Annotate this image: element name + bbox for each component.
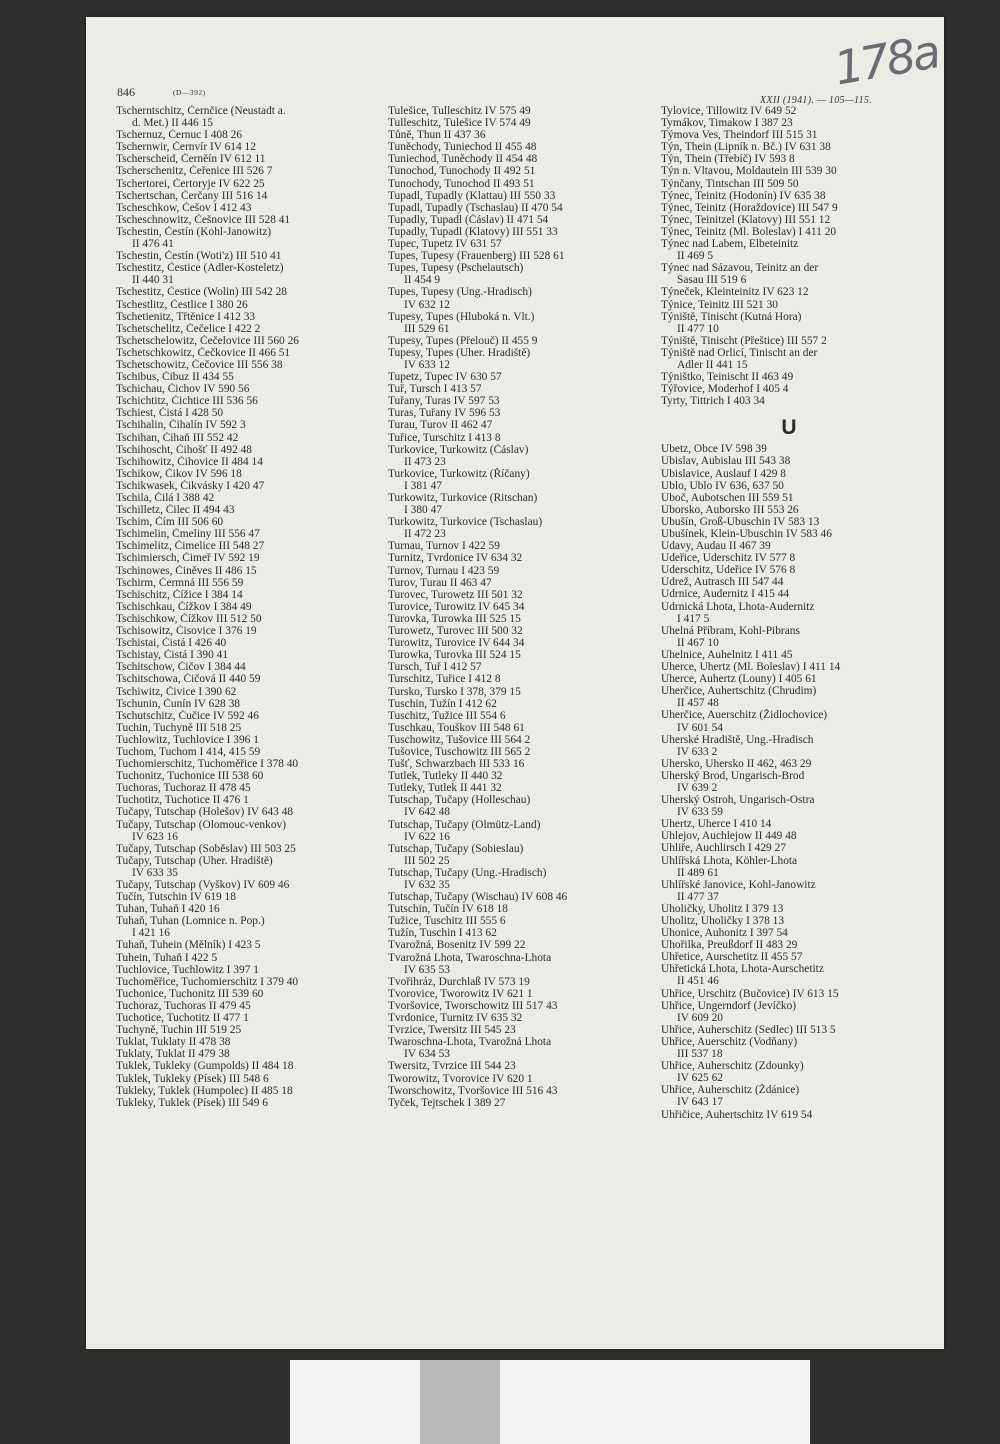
index-entry: Týništko, Teinischt II 463 49 — [661, 371, 794, 384]
index-entry-continuation: IV 632 35 — [404, 879, 450, 891]
index-entry-continuation: d. Met.) II 446 15 — [132, 117, 213, 130]
index-entry: Tschitschowa, Čičová II 440 59 — [116, 673, 261, 686]
index-entry: Tukleky, Tuklek (Humpolec) II 485 18 — [116, 1084, 293, 1097]
index-entry: Tscherschenitz, Čeřenice III 526 7 — [116, 165, 273, 178]
index-entry: Uhersko, Uhersko II 462, 463 29 — [661, 757, 812, 770]
index-entry: Údrež, Autrasch III 547 44 — [661, 576, 784, 589]
index-entry: Tscherscheid, Černěín IV 612 11 — [116, 153, 266, 166]
index-entry: Tschischitz, Čížice I 384 14 — [116, 588, 243, 601]
index-entry: Tschimelitz, Čimelice III 548 27 — [116, 540, 265, 553]
index-entry: Tuchonice, Tuchonitz III 539 60 — [116, 987, 264, 1000]
index-entry: Tschisowitz, Čisovice I 376 19 — [116, 625, 257, 638]
index-entry: Turschitz, Tuřice I 412 8 — [388, 673, 501, 686]
index-entry-continuation: II 467 10 — [677, 636, 719, 649]
index-entry: Týnec, Teinitz (Ml. Boleslav) I 411 20 — [661, 225, 837, 238]
index-entry: Uhřice, Auherschitz (Ždánice) — [661, 1084, 800, 1097]
index-entry: Tschestitz, Čestice (Wolin) III 542 28 — [116, 286, 287, 299]
index-entry: Tuřany, Turas IV 597 53 — [388, 395, 500, 408]
running-head: XXII (1941). — 105—115. — [760, 95, 872, 106]
index-entry-continuation: II 477 10 — [677, 322, 719, 335]
index-entry: Tvarožná, Bosenitz IV 599 22 — [388, 939, 526, 952]
index-entry: Tschimiersch, Čimeř IV 592 19 — [116, 552, 260, 565]
index-entry: Týnec, Teinitzel (Klatovy) III 551 12 — [661, 213, 831, 226]
index-entry: Tschernuz, Černuc I 408 26 — [116, 129, 243, 142]
index-entry: Tvrdonice, Turnitz IV 635 32 — [388, 1012, 523, 1025]
index-entry: Tuschkau, Touškov III 548 61 — [388, 721, 525, 734]
index-entry: Tučapy, Tutschap (Holešov) IV 643 48 — [116, 806, 294, 819]
index-entry: Tymákov, Timakow I 387 23 — [661, 117, 793, 130]
index-entry: Tuhaň, Tuhein (Mělník) I 423 5 — [116, 939, 261, 952]
index-entry: Uherské Hradiště, Ung.-Hradisch — [661, 733, 814, 746]
index-entry: Turau, Turov II 462 47 — [388, 419, 493, 432]
index-entry: Tschila, Čilá I 388 42 — [116, 492, 215, 504]
index-entry-continuation: IV 633 35 — [132, 866, 178, 879]
index-entry: Tvořihráz, Durchlaß IV 573 19 — [388, 975, 530, 988]
index-entry: Tučapy, Tutschap (Soběslav) III 503 25 — [116, 842, 296, 855]
index-entry: Turnitz, Tvrdonice IV 634 32 — [388, 552, 523, 565]
index-entry-continuation: II 440 31 — [132, 274, 174, 287]
index-entry: Ubetz, Obce IV 598 39 — [661, 443, 767, 456]
index-entry: Uherský Ostroh, Ungarisch-Ostra — [661, 794, 815, 807]
scanner-background-strip — [290, 1360, 810, 1444]
index-entry: Turkowitz, Turkovice (Tschaslau) — [388, 516, 543, 529]
index-entry: Tuklek, Tukleky (Gumpolds) II 484 18 — [116, 1060, 294, 1073]
index-entry: Tuschowitz, Tušovice III 564 2 — [388, 733, 531, 746]
scanner-gray-card — [420, 1360, 500, 1444]
index-entry: Tschetschelowitz, Čečelovice III 560 26 — [116, 334, 299, 347]
index-entry: Tužín, Tuschin I 413 62 — [388, 927, 497, 940]
index-entry: Tučapy, Tutschap (Uher. Hradiště) — [116, 854, 273, 867]
index-entry: Tučín, Tutschin IV 619 18 — [116, 891, 236, 904]
index-entry: Turkovice, Turkowitz (Čáslav) — [388, 443, 529, 456]
index-entry-continuation: III 529 61 — [404, 322, 450, 335]
index-entry-continuation: IV 634 53 — [404, 1048, 450, 1061]
index-entry-continuation: II 473 23 — [404, 455, 446, 468]
index-entry: Tuchomierschitz, Tuchoměřice I 378 40 — [116, 758, 299, 771]
index-entry: Tuhan, Tuhaň I 420 16 — [116, 903, 220, 916]
index-entry-continuation: IV 623 16 — [132, 830, 178, 843]
index-entry: Údrnická Lhota, Lhota-Audernitz — [661, 600, 815, 613]
index-entry: Uhlířské Janovice, Kohl-Janowitz — [661, 878, 816, 891]
index-entry: Úherce, Auhertz (Louny) I 405 61 — [661, 673, 817, 686]
index-entry: Tschunin, Čunín IV 628 38 — [116, 697, 240, 710]
index-entry: Uhlířská Lhota, Köhler-Lhota — [661, 854, 798, 867]
index-entry: Tupadly, Tupadl (Klatovy) III 551 33 — [388, 225, 558, 238]
index-entry: Turnov, Turnau I 423 59 — [388, 564, 500, 577]
index-entry: Týnice, Teinitz III 521 30 — [661, 298, 778, 311]
index-entry-continuation: IV 643 17 — [677, 1096, 723, 1109]
index-entry: Tschinowes, Činěves II 486 15 — [116, 564, 257, 577]
index-entry: Úhořilka, Preußdorf II 483 29 — [661, 939, 798, 952]
index-entry: Tscheschkow, Češov I 412 43 — [116, 201, 252, 214]
index-entry: Tuhaň, Tuhan (Lomnice n. Pop.) — [116, 915, 265, 928]
index-entry: Tschestin, Čestín (Kohl-Janowitz) — [116, 225, 272, 238]
index-entry: Turov, Turau II 463 47 — [388, 576, 492, 589]
index-entry: Turowka, Turovka III 524 15 — [388, 649, 521, 662]
index-entry: Úherce, Uhertz (Ml. Boleslav) I 411 14 — [661, 661, 841, 674]
index-entry: Tupesy, Tupes (Hluboká n. Vlt.) — [388, 310, 535, 323]
index-entry: Týn, Thein (Lipník n. Bč.) IV 631 38 — [661, 141, 831, 154]
index-entry: Tupesy, Tupes (Uher. Hradiště) — [388, 346, 531, 359]
index-entry: Tupadl, Tupadly (Klattau) III 550 33 — [388, 189, 556, 202]
index-entry: Tuchlowitz, Tuchlovice I 396 1 — [116, 733, 259, 746]
index-entry: Ubušínek, Klein-Ubuschin IV 583 46 — [661, 528, 832, 540]
index-entry: Tupesy, Tupes (Přelouč) II 455 9 — [388, 334, 538, 347]
index-entry: Tschernwir, Černvír IV 614 12 — [116, 141, 256, 154]
index-entry: Tschetschelitz, Čečelice I 422 2 — [116, 322, 261, 335]
index-entry: Tschestlitz, Čestlice I 380 26 — [116, 298, 248, 311]
index-entry: Tschikwasek, Čikvásky I 420 47 — [116, 479, 265, 492]
index-entry: Úhlejov, Auchlejow II 449 48 — [661, 830, 797, 843]
page-code: (D—392) — [173, 88, 206, 97]
index-entry: Tuklaty, Tuklat II 479 38 — [116, 1048, 230, 1061]
index-entry: Tvorovice, Tworowitz IV 621 1 — [388, 987, 533, 1000]
index-entry: Tůně, Thun II 437 36 — [388, 129, 486, 142]
letter-section-heading: U — [781, 416, 797, 440]
index-entry: Tuniechod, Tuněchody II 454 48 — [388, 153, 538, 166]
index-entry-continuation: II 477 37 — [677, 890, 719, 903]
index-entry-continuation: IV 633 2 — [677, 745, 718, 758]
index-entry: Tscheschnowitz, Češnovice III 528 41 — [116, 213, 291, 226]
index-entry: Úhelnice, Auhelnitz I 411 45 — [661, 648, 793, 661]
index-entry: Tursch, Tuř I 412 57 — [388, 661, 482, 674]
index-entry: Tworschowitz, Tvoršovice III 516 43 — [388, 1084, 558, 1097]
index-entry: Tschim, Čím III 506 60 — [116, 516, 224, 529]
index-entry: Tutschap, Tučapy (Olmütz-Land) — [388, 818, 541, 831]
index-entry: Uholitz, Úholičky I 378 13 — [661, 915, 785, 927]
index-entry: Týnec, Teinitz (Horaždovice) III 547 9 — [661, 201, 838, 214]
index-entry: Turovka, Turowka III 525 15 — [388, 612, 521, 625]
index-entry: Tušť, Schwarzbach III 533 16 — [388, 758, 525, 771]
index-entry: Tschimelin, Čmeliny III 556 47 — [116, 528, 260, 541]
index-entry-continuation: II 451 46 — [677, 975, 719, 988]
index-entry: Turovice, Turowitz IV 645 34 — [388, 600, 525, 613]
index-entry: Tschitschow, Čičov I 384 44 — [116, 661, 246, 674]
index-entry: Tuchotice, Tuchotitz II 477 1 — [116, 1012, 249, 1025]
index-entry-continuation: IV 633 59 — [677, 806, 723, 819]
index-entry: Tschibus, Čibuz II 434 55 — [116, 371, 234, 384]
index-entry: Tulešice, Tulleschitz IV 575 49 — [388, 105, 531, 117]
index-entry: Tutleky, Tutlek II 441 32 — [388, 782, 502, 795]
index-entry-continuation: II 454 9 — [404, 274, 441, 287]
index-entry: Uhřice, Auherschitz (Sedlec) III 513 5 — [661, 1023, 836, 1036]
index-entry: Úbislavice, Auslauf I 429 8 — [661, 467, 786, 480]
index-entry: Turowetz, Turovec III 500 32 — [388, 625, 523, 638]
index-entry: Tuchyně, Tuchin III 519 25 — [116, 1024, 242, 1037]
index-entry: Tvrzice, Twersitz III 545 23 — [388, 1024, 516, 1037]
index-entry-continuation: IV 601 54 — [677, 721, 723, 734]
index-entry: Tukleky, Tuklek (Písek) III 549 6 — [116, 1096, 268, 1109]
index-entry-continuation: IV 635 53 — [404, 963, 450, 976]
index-entry: Tupes, Tupesy (Frauenberg) III 528 61 — [388, 250, 565, 263]
index-entry: Uhřice, Auherschitz (Zdounky) — [661, 1060, 804, 1073]
index-entry: Tupetz, Tupec IV 630 57 — [388, 371, 502, 384]
index-entry-continuation: IV 639 2 — [677, 781, 718, 794]
index-entry: Tschischkow, Čížkov III 512 50 — [116, 612, 262, 625]
index-entry: Úherčice, Auhertschitz (Chrudim) — [661, 685, 817, 698]
index-entry: Týn, Thein (Třebíč) IV 593 8 — [661, 153, 795, 166]
index-entry: Úhonice, Auhonitz I 397 54 — [661, 927, 788, 940]
index-entry: Tupadl, Tupadly (Tschaslau) II 470 54 — [388, 201, 563, 214]
index-entry: Uhertz, Úherce I 410 14 — [661, 818, 772, 831]
index-entry: Tuschin, Tužín I 412 62 — [388, 697, 497, 710]
index-entry: Tuněchody, Tuniechod II 455 48 — [388, 141, 537, 154]
index-entry: Úholičky, Uholitz I 379 13 — [661, 902, 784, 915]
index-entry: Tschiwitz, Čivice I 390 62 — [116, 685, 237, 698]
index-entry: Tušovice, Tuschowitz III 565 2 — [388, 745, 531, 758]
index-entry: Týnec nad Sázavou, Teinitz an der — [661, 262, 819, 275]
index-entry: Twersitz, Tvrzice III 544 23 — [388, 1060, 516, 1073]
index-entry: Tužice, Tuschitz III 555 6 — [388, 915, 506, 928]
index-entry: Tschihalin, Čihalín IV 592 3 — [116, 419, 246, 432]
index-entry: Tscherntschitz, Černčice (Neustadt a. — [116, 105, 286, 117]
index-entry-continuation: IV 642 48 — [404, 806, 450, 819]
index-entry: Uhřice, Urschitz (Bučovice) IV 613 15 — [661, 987, 839, 1000]
index-entry: Uherský Brod, Ungarisch-Brod — [661, 769, 805, 782]
index-entry: Týniště, Tinischt (Přeštice) III 557 2 — [661, 334, 827, 347]
index-entry: Úhřetická Lhota, Lhota-Aurschetitz — [661, 963, 824, 976]
index-entry: Tschihoscht, Čihošť II 492 48 — [116, 443, 253, 456]
index-entry: Týniště, Tinischt (Kutná Hora) — [661, 310, 802, 323]
index-column-1 — [116, 105, 378, 1109]
index-entry: Tuklat, Tuklaty II 478 38 — [116, 1036, 231, 1049]
index-entry: Tuchin, Tuchyně III 518 25 — [116, 721, 242, 734]
index-entry: Uhřice, Auerschitz (Vodňany) — [661, 1035, 798, 1048]
index-entry: Tursko, Tursko I 378, 379 15 — [388, 685, 521, 698]
index-entry: Tuchoraz, Tuchoras II 479 45 — [116, 999, 251, 1012]
index-entry: Tschertschan, Čerčany III 516 14 — [116, 189, 268, 202]
index-entry: Týniště nad Orlicí, Tinischt an der — [661, 346, 818, 359]
index-column-2 — [388, 105, 650, 1109]
index-entry: Uhřičice, Auhertschitz IV 619 54 — [661, 1108, 813, 1121]
index-entry-continuation: I 380 47 — [404, 504, 442, 517]
index-entry: Tschutschitz, Čučice IV 592 46 — [116, 709, 259, 722]
index-entry: Tuchoras, Tuchoraz II 478 45 — [116, 782, 251, 795]
index-entry-continuation: IV 609 20 — [677, 1011, 723, 1024]
index-entry-continuation: I 381 47 — [404, 479, 442, 492]
index-entry: Uhliře, Auchlirsch I 429 27 — [661, 842, 786, 855]
index-entry: Tuchoměřice, Tuchomierschitz I 379 40 — [116, 975, 299, 988]
index-entry: Tučapy, Tutschap (Vyškov) IV 609 46 — [116, 879, 290, 891]
index-entry: Tschetschkowitz, Čečkovice II 466 51 — [116, 346, 291, 359]
index-entry: Tschichtitz, Čichtice III 536 56 — [116, 395, 258, 408]
index-entry: Tučapy, Tutschap (Olomouc-venkov) — [116, 818, 287, 831]
index-entry: Tutlek, Tutleky II 440 32 — [388, 770, 503, 783]
index-entry: Tupes, Tupesy (Ung.-Hradisch) — [388, 286, 532, 299]
index-entry-continuation: IV 632 12 — [404, 298, 450, 311]
index-entry: Tuklek, Tukleky (Písek) III 548 6 — [116, 1072, 269, 1085]
index-entry-continuation: Sasau III 519 6 — [677, 274, 747, 287]
index-entry: Tschichau, Čichov IV 590 56 — [116, 383, 250, 396]
index-entry: Tyček, Tejtschek I 389 27 — [388, 1096, 506, 1109]
index-entry: Turas, Tuřany IV 596 53 — [388, 407, 501, 420]
index-entry-continuation: III 537 18 — [677, 1048, 723, 1061]
index-entry: Týneček, Kleinteinitz IV 623 12 — [661, 286, 809, 299]
index-entry: Tuřice, Turschitz I 413 8 — [388, 431, 501, 444]
index-entry: Tuhein, Tuhaň I 422 5 — [116, 951, 218, 964]
index-entry-continuation: I 417 5 — [677, 612, 710, 625]
index-entry-continuation: IV 622 16 — [404, 830, 450, 843]
index-entry: Tschirm, Čermná III 556 59 — [116, 576, 244, 589]
index-entry: Tunochod, Tunochody II 492 51 — [388, 165, 536, 178]
index-entry: Tulleschitz, Tulešice IV 574 49 — [388, 117, 531, 130]
index-entry: Tuschitz, Tužice III 554 6 — [388, 709, 506, 722]
index-entry: Tschistay, Čistá I 390 41 — [116, 649, 229, 662]
index-entry: Uhelná Příbram, Kohl-Pibrans — [661, 624, 800, 637]
index-entry: Tvoršovice, Tworschowitz III 517 43 — [388, 999, 558, 1012]
index-entry: Tschilletz, Čilec II 494 43 — [116, 504, 235, 517]
handwritten-folio-mark: 178a — [830, 24, 942, 96]
index-entry: Ublo, Ublo IV 636, 637 50 — [661, 479, 784, 492]
index-entry-continuation: II 469 5 — [677, 250, 714, 263]
index-entry: Tutschap, Tučapy (Sobieslau) — [388, 842, 524, 855]
index-entry-continuation: III 502 25 — [404, 854, 450, 867]
index-entry: Ubušín, Groß-Ubuschin IV 583 13 — [661, 515, 820, 528]
index-entry-continuation: II 489 61 — [677, 866, 719, 879]
index-entry: Tschistai, Čistá I 426 40 — [116, 637, 227, 650]
index-entry: Tuchom, Tuchom I 414, 415 59 — [116, 745, 261, 758]
index-entry: Tschihan, Čihaň III 552 42 — [116, 431, 239, 444]
index-entry: Tschestitz, Čestice (Adler-Kosteletz) — [116, 262, 284, 275]
index-entry: Tschetienitz, Třtěnice I 412 33 — [116, 310, 256, 323]
index-entry: Tuchotitz, Tuchotice II 476 1 — [116, 794, 249, 807]
index-entry-continuation: II 457 48 — [677, 697, 719, 710]
index-entry: Tschertorei, Čertoryje IV 622 25 — [116, 177, 265, 190]
index-entry: Uherčice, Auerschitz (Židlochovice) — [661, 709, 828, 722]
index-entry: Týřovice, Moderhof I 405 4 — [661, 383, 789, 396]
index-entry-continuation: II 472 23 — [404, 528, 446, 541]
index-entry: Tschikow, Čikov IV 596 18 — [116, 467, 242, 480]
index-entry: Tuchonitz, Tuchonice III 538 60 — [116, 770, 264, 783]
index-entry: Tutschap, Tučapy (Ung.-Hradisch) — [388, 866, 547, 879]
index-entry: Tylovice, Tillowitz IV 649 52 — [661, 105, 797, 117]
index-entry: Tschestin, Čestín (Woti'z) III 510 41 — [116, 250, 282, 263]
index-entry: Tschischkau, Čížkov I 384 49 — [116, 600, 252, 613]
index-entry: Tuř, Tursch I 413 57 — [388, 383, 482, 396]
index-entry: Týnec nad Labem, Elbeteinitz — [661, 238, 799, 251]
index-entry: Tyrty, Tittrich I 403 34 — [661, 395, 765, 408]
page-number: 846 — [117, 85, 135, 99]
index-entry: Uderschitz, Udeřice IV 576 8 — [661, 564, 796, 577]
index-entry: Turnau, Turnov I 422 59 — [388, 540, 500, 553]
index-entry: Tuchlovice, Tuchlowitz I 397 1 — [116, 963, 259, 976]
index-entry-continuation: II 476 41 — [132, 238, 174, 251]
index-entry: Týnec, Teinitz (Hodonín) IV 635 38 — [661, 189, 826, 202]
index-entry: Týn n. Vltavou, Moldautein III 539 30 — [661, 165, 837, 178]
index-entry: Tschetschowitz, Čečovice III 556 38 — [116, 358, 283, 371]
index-entry: Tupec, Tupetz IV 631 57 — [388, 238, 502, 251]
index-entry: Udeřice, Uderschitz IV 577 8 — [661, 552, 796, 565]
index-entry: Turowitz, Turovice IV 644 34 — [388, 637, 525, 650]
index-entry: Uhřice, Ungerndorf (Jevíčko) — [661, 999, 797, 1012]
index-entry-continuation: I 421 16 — [132, 927, 170, 940]
index-entry-continuation: IV 633 12 — [404, 358, 450, 371]
index-entry: Tutschap, Tučapy (Wischau) IV 608 46 — [388, 891, 568, 904]
index-entry: Úboč, Aubotschen III 559 51 — [661, 491, 794, 504]
index-entry-continuation: IV 625 62 — [677, 1072, 723, 1085]
index-entry: Tutschap, Tučapy (Holleschau) — [388, 794, 531, 807]
index-entry: Tunochody, Tunochod II 493 51 — [388, 177, 535, 190]
index-entry: Tworowitz, Tvorovice IV 620 1 — [388, 1072, 533, 1085]
index-entry: Tupadly, Tupadl (Čáslav) II 471 54 — [388, 213, 549, 226]
index-entry: Twaroschna-Lhota, Tvarožná Lhota — [388, 1036, 552, 1049]
index-entry: Turkowitz, Turkovice (Ritschan) — [388, 492, 538, 504]
index-entry: Turkovice, Turkowitz (Říčany) — [388, 467, 530, 480]
index-entry: Úborsko, Auborsko III 553 26 — [661, 503, 799, 516]
index-entry: Údavy, Audau II 467 39 — [661, 540, 771, 553]
index-entry: Údrnice, Audernitz I 415 44 — [661, 588, 790, 601]
index-entry-continuation: Adler II 441 15 — [677, 358, 748, 371]
index-entry: Úhřetice, Aurschetitz II 455 57 — [661, 951, 803, 964]
index-entry: Tschiest, Čistá I 428 50 — [116, 407, 224, 420]
index-column-3 — [661, 105, 917, 1121]
index-entry: Tutschin, Tučín IV 618 18 — [388, 903, 508, 916]
index-entry: Turovec, Turowetz III 501 32 — [388, 588, 523, 601]
index-entry: Tschihowitz, Čihovice II 484 14 — [116, 455, 263, 468]
index-entry: Tupes, Tupesy (Pschelautsch) — [388, 262, 524, 275]
index-entry: Týmova Ves, Theindorf III 515 31 — [661, 129, 818, 142]
index-entry: Tvarožná Lhota, Twaroschna-Lhota — [388, 951, 552, 964]
index-entry: Úbislav, Aubislau III 543 38 — [661, 455, 791, 468]
index-entry: Týnčany, Tintschan III 509 50 — [661, 177, 799, 190]
